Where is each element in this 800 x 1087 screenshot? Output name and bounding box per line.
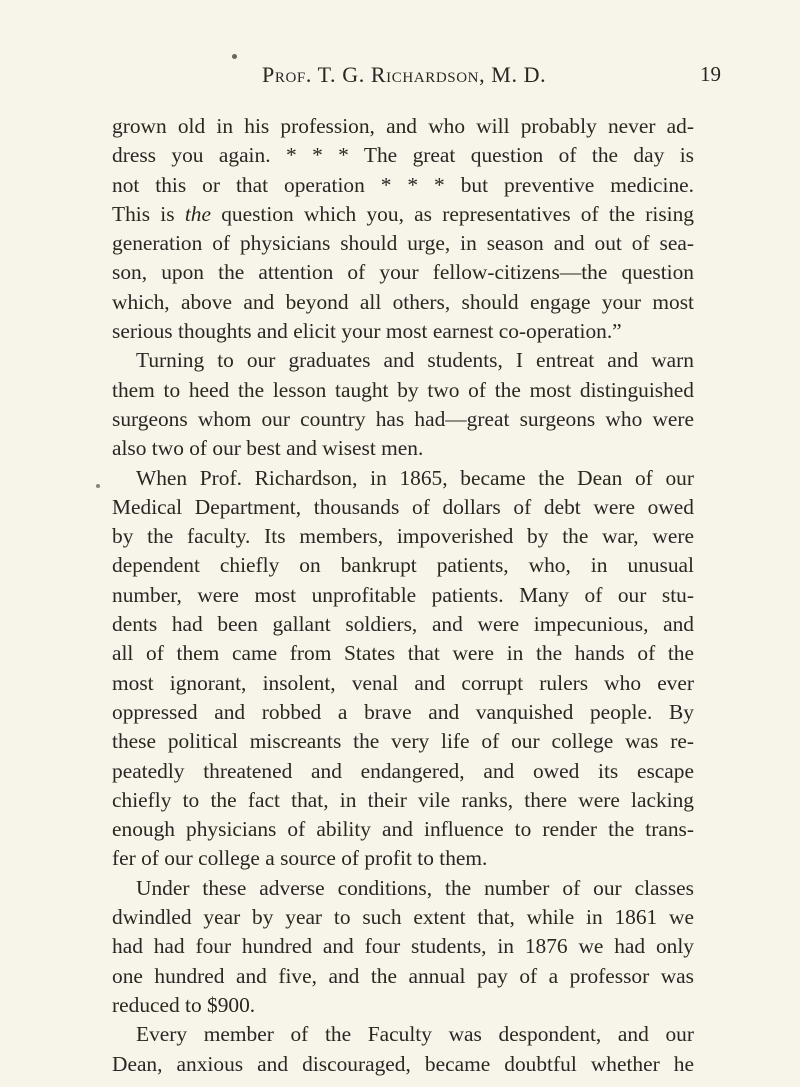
- text-line: When Prof. Richardson, in 1865, became the Dean of our: [136, 465, 694, 490]
- text-line: dependent chiefly on bankrupt patients, who, in unusual: [112, 553, 694, 578]
- text-line: generation of physicians should urge, in season and out of sea-: [112, 231, 694, 256]
- text-line: also two of our best and wisest men.: [112, 436, 424, 461]
- text-line: chiefly to the fact that, in their vile ranks, there were lacking: [112, 787, 694, 812]
- running-head-title: Prof. T. G. Richardson, M. D.: [262, 62, 547, 87]
- emphasis-the: the: [184, 201, 211, 226]
- text-line: grown old in his profession, and who will probably never ad-: [112, 114, 694, 138]
- text-line: son, upon the attention of your fellow-citizens—the question: [112, 260, 694, 285]
- text-line: dress you again. * * * The great question of the day is: [112, 143, 694, 168]
- text-line: them to heed the lesson taught by two of the most distinguished: [112, 377, 694, 402]
- text-line: which, above and beyond all others, should engage your most: [112, 289, 694, 314]
- print-mark: [232, 54, 237, 59]
- text-line: Dean, anxious and discouraged, became doubtful whether he: [112, 1051, 694, 1076]
- text-line-emphasis: This is the question which you, as representatives of the rising: [112, 201, 694, 226]
- text-line: these political miscreants the very life of our college was re-: [112, 729, 694, 754]
- body-text: [112, 112, 694, 1079]
- running-head: [0, 62, 800, 96]
- text-line: not this or that operation * * * but preventive medicine.: [112, 172, 694, 197]
- text-line: Medical Department, thousands of dollars of debt were owed: [112, 494, 694, 519]
- text-line: peatedly threatened and endangered, and owed its escape: [112, 758, 694, 783]
- text-line: surgeons whom our country has had—great surgeons who were: [112, 406, 694, 431]
- text-line: serious thoughts and elicit your most earnest co-operation.”: [112, 319, 622, 344]
- text-line: Under these adverse conditions, the number of our classes: [136, 875, 694, 900]
- text-line: dwindled year by year to such extent that, while in 1861 we: [112, 905, 694, 930]
- text-line: fer of our college a source of profit to them.: [112, 846, 488, 871]
- text-line: most ignorant, insolent, venal and corrupt rulers who ever: [112, 670, 694, 695]
- text-line: by the faculty. Its members, impoverished by the war, were: [112, 524, 694, 549]
- text-line: had had four hundred and four students, in 1876 we had only: [112, 934, 694, 959]
- text-line: one hundred and five, and the annual pay of a professor was: [112, 963, 694, 988]
- text-line: all of them came from States that were in the hands of the: [112, 641, 694, 666]
- text-line: Every member of the Faculty was despondent, and our: [136, 1022, 694, 1047]
- text-line: enough physicians of ability and influence to render the trans-: [112, 817, 694, 842]
- page-number: 19: [700, 62, 721, 86]
- margin-speck: [96, 484, 100, 488]
- text-line: number, were most unprofitable patients. Many of our stu-: [112, 582, 694, 607]
- text-line: Turning to our graduates and students, I entreat and warn: [136, 348, 694, 373]
- text-line: dents had been gallant soldiers, and were impecunious, and: [112, 612, 694, 637]
- text-line: oppressed and robbed a brave and vanquished people. By: [112, 699, 694, 724]
- text-line: reduced to $900.: [112, 992, 256, 1017]
